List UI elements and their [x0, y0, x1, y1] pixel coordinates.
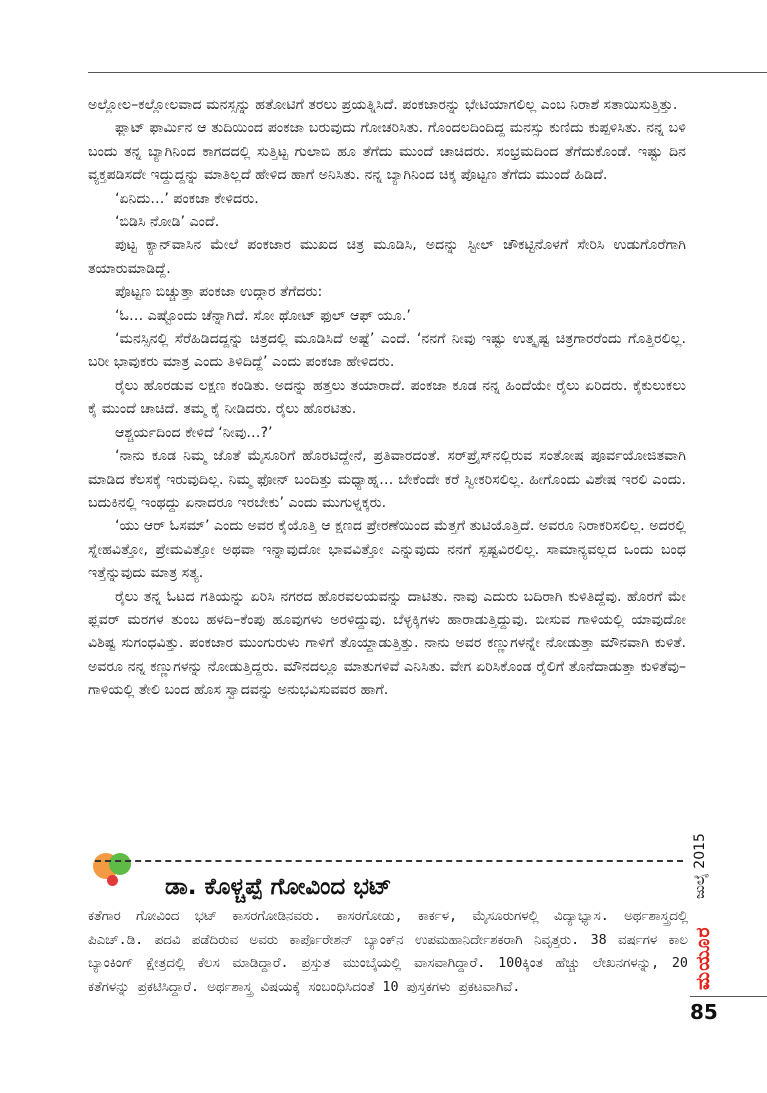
page-number-rule [690, 996, 767, 997]
paragraph: ಆಶ್ಚರ್ಯದಿಂದ ಕೇಳಿದೆ ‘ನೀವು…?’ [115, 424, 273, 441]
paragraph: ರೈಲು ಹೊರಡುವ ಲಕ್ಷಣ ಕಂಡಿತು. ಅದನ್ನು ಹತ್ತಲು ತಯಾರಾದೆ. ಪಂಕಜಾ ಕೂಡ ನನ್ನ ಹಿಂದೆಯೇ ರೈಲು ಏರಿದರು. ಕೈಕುಲುಕಲು ಕೈ ಮುಂದೆ ಚಾಚಿದೆ. ತಮ್ಮ ಕೈ ನೀಡಿದರು. ರೈಲು ಹೊರಟಿತು. [88, 377, 686, 418]
author-bio [88, 905, 688, 999]
paragraph: ಅಲ್ಲೋಲ–ಕಲ್ಲೋಲವಾದ ಮನಸ್ಸನ್ನು ಹತೋಟಿಗೆ ತರಲು ಪ್ರಯತ್ನಿಸಿದೆ. ಪಂಕಜಾರನ್ನು ಭೇಟಿಯಾಗಲಿಲ್ಲ ಎಂಬ ನಿರಾಶೆ ಸತಾಯಿಸುತ್ತಿತ್ತು. [88, 97, 678, 113]
page-number: 85 [690, 1000, 718, 1024]
top-rule [88, 72, 767, 73]
paragraph: ‘ಮನಸ್ಸಿನಲ್ಲಿ ಸೆರೆಹಿಡಿದದ್ದನ್ನು ಚಿತ್ರದಲ್ಲಿ ಮೂಡಿಸಿದೆ ಅಷ್ಟೆ’ ಎಂದೆ. ‘ನನಗೆ ನೀವು ಇಷ್ಟು ಉತ್ಕೃಷ್ಟ ಚಿತ್ರಗಾರರೆಂದು ಗೊತ್ತಿರಲಿಲ್ಲ. ಬರೀ ಭಾವುಕರು ಮಾತ್ರ ಎಂದು ತಿಳಿದಿದ್ದೆ’ ಎಂದು ಪಂಕಜಾ ಹೇಳಿದರು. [88, 331, 686, 371]
author-bio-text: ಕತೆಗಾರ ಗೋವಿಂದ ಭಟ್ ಕಾಸರಗೋಡಿನವರು. ಕಾಸರಗೋಡು, ಕಾರ್ಕಳ, ಮೈಸೂರುಗಳಲ್ಲಿ ವಿದ್ಯಾಭ್ಯಾಸ. ಅರ್ಥಶಾಸ್ತ್ರದಲ್ಲಿ ಪಿಎಚ್.ಡಿ. ಪದವಿ ಪಡೆದಿರುವ ಅವರು ಕಾರ್ಪೊರೇಶನ್ ಬ್ಯಾಂಕ್‌ನ ಉಪಮಹಾನಿರ್ದೇಶಕರಾಗಿ ನಿವೃತ್ತರು. 38 ವರ್ಷಗಳ ಕಾಲ ಬ್ಯಾಂಕಿಂಗ್ ಕ್ಷೇತ್ರದಲ್ಲಿ ಕೆಲಸ ಮಾಡಿದ್ದಾರೆ. ಪ್ರಸ್ತುತ ಮುಂಬೈಯಲ್ಲಿ ವಾಸವಾಗಿದ್ದಾರೆ. 100ಕ್ಕಿಂತ ಹೆಚ್ಚು ಲೇಖನಗಳನ್ನು, 20 ಕತೆಗಳನ್ನು ಪ್ರಕಟಿಸಿದ್ದಾರೆ. ಅರ್ಥಶಾಸ್ತ್ರ ವಿಷಯಕ್ಕೆ ಸಂಬಂಧಿಸಿದಂತೆ 10 ಪುಸ್ತಕಗಳು ಪ್ರಕಟವಾಗಿವೆ. [88, 909, 688, 995]
article-body [88, 94, 686, 703]
decorative-dots [93, 853, 138, 893]
dashed-divider [95, 860, 683, 862]
red-dot-icon [107, 875, 118, 886]
page-side-strip [692, 820, 748, 1000]
paragraph: ಪುಟ್ಟ ಕ್ಯಾನ್‌ವಾಸಿನ ಮೇಲೆ ಪಂಕಜಾರ ಮುಖದ ಚಿತ್ರ ಮೂಡಿಸಿ, ಅದನ್ನು ಸ್ಟೀಲ್ ಚೌಕಟ್ಟಿನೊಳಗೆ ಸೇರಿಸಿ ಉಡುಗೊರೆಗಾಗಿ ತಯಾರುಮಾಡಿದ್ದೆ. [88, 237, 686, 277]
green-dot-icon [109, 853, 131, 875]
paragraph: ‘ನಾನು ಕೂಡ ನಿಮ್ಮ ಜೊತೆ ಮೈಸೂರಿಗೆ ಹೊರಟಿದ್ದೇನೆ, ಪ್ರತಿವಾರದಂತೆ. ಸರ್‌ಪ್ರೈಸ್‌ನಲ್ಲಿರುವ ಸಂತೋಷ ಪೂರ್ವಯೋಜಿತವಾಗಿ ಮಾಡಿದ ಕೆಲಸಕ್ಕೆ ಇರುವುದಿಲ್ಲ. ನಿಮ್ಮ ಫೋನ್ ಬಂದಿತ್ತು ಮಧ್ಯಾಹ್ನ… ಬೇಕೆಂದೇ ಕರೆ ಸ್ವೀಕರಿಸಲಿಲ್ಲ. ಹೀಗೊಂದು ವಿಶೇಷ ಇರಲಿ ಎಂದು. ಬದುಕಿನಲ್ಲಿ ಇಂಥದ್ದು ಏನಾದರೂ ಇರಬೇಕು’ ಎಂದು ಮುಗುಳ್ನಕ್ಕರು. [88, 448, 686, 511]
paragraph: ಫ್ಲಾಟ್ ಫಾರ್ಮಿನ ಆ ತುದಿಯಿಂದ ಪಂಕಜಾ ಬರುವುದು ಗೋಚರಿಸಿತು. ಗೊಂದಲದಿಂದಿದ್ದ ಮನಸ್ಸು ಕುಣಿದು ಕುಪ್ಪಳಿಸಿತು. ನನ್ನ ಬಳಿ ಬಂದು ತನ್ನ ಬ್ಯಾಗಿನಿಂದ ಕಾಗದದಲ್ಲಿ ಸುತ್ತಿಟ್ಟ ಗುಲಾಬಿ ಹೂ ತೆಗೆದು ಮುಂದೆ ಚಾಚಿದರು. ಸಂಭ್ರಮದಿಂದ ತೆಗೆದುಕೊಂಡೆ. ಇಷ್ಟು ದಿನ ವ್ಯಕ್ತಪಡಿಸದೇ ಇದ್ದುದ್ದನ್ನು ಮಾತಿಲ್ಲದೆ ಹೇಳಿದ ಹಾಗೆ ಅನಿಸಿತು. ನನ್ನ ಬ್ಯಾಗಿನಿಂದ ಚಿಕ್ಕ ಪೊಟ್ಟಣ ತೆಗೆದು ಮುಂದೆ ಹಿಡಿದೆ. [88, 120, 686, 184]
paragraph: ‘ಯು ಆರ್ ಓಸಮ್’ ಎಂದು ಅವರ ಕೈಯೊತ್ತಿ ಆ ಕ್ಷಣದ ಪ್ರೇರಣೆಯಿಂದ ಮೆತ್ತಗೆ ತುಟಿಯೊತ್ತಿದೆ. ಅವರೂ ನಿರಾಕರಿಸಲಿಲ್ಲ. ಅದರಲ್ಲಿ ಸ್ನೇಹವಿತ್ತೋ, ಪ್ರೇಮವಿತ್ತೋ ಅಥವಾ ಇನ್ನಾವುದೋ ಭಾವವಿತ್ತೋ ಎನ್ನುವುದು ನನಗೆ ಸ್ಪಷ್ಟವಿರಲಿಲ್ಲ. ಸಾಮಾನ್ಯವಲ್ಲದ ಒಂದು ಬಂಧ ಇತ್ತೆನ್ನುವುದು ಮಾತ್ರ ಸತ್ಯ. [88, 518, 686, 582]
paragraph: ರೈಲು ತನ್ನ ಓಟದ ಗತಿಯನ್ನು ಏರಿಸಿ ನಗರದ ಹೊರವಲಯವನ್ನು ದಾಟಿತು. ನಾವು ಎದುರು ಬದಿರಾಗಿ ಕುಳಿತಿದ್ದೆವು. ಹೊರಗೆ ಮೇ ಫ್ಲವರ್ ಮರಗಳ ತುಂಬ ಹಳದಿ–ಕೆಂಪು ಹೂವುಗಳು ಅರಳಿದ್ದುವು. ಬೆಳ್ಳಕ್ಕಿಗಳು ಹಾರಾಡುತ್ತಿದ್ದುವು. ಬೀಸುವ ಗಾಳಿಯಲ್ಲಿ ಯಾವುದೋ ವಿಶಿಷ್ಟ ಸುಗಂಧವಿತ್ತು. ಪಂಕಜಾರ ಮುಂಗುರುಳು ಗಾಳಿಗೆ ತೊಯ್ದಾಡುತ್ತಿತ್ತು. ನಾನು ಅವರ ಕಣ್ಣುಗಳನ್ನೇ ನೋಡುತ್ತಾ ಮೌನವಾಗಿ ಕುಳಿತೆ. ಅವರೂ ನನ್ನ ಕಣ್ಣುಗಳನ್ನು ನೋಡುತ್ತಿದ್ದರು. ಮೌನದಲ್ಲೂ ಮಾತುಗಳಿವೆ ಎನಿಸಿತು. ವೇಗ ಏರಿಸಿಕೊಂಡ ರೈಲಿಗೆ ತೊನೆದಾಡುತ್ತಾ ಕುಳಿತೆವು– ಗಾಳಿಯಲ್ಲಿ ತೇಲಿ ಬಂದ ಹೊಸ ಸ್ವಾದವನ್ನು ಅನುಭವಿಸುವವರ ಹಾಗೆ. [88, 588, 686, 699]
magazine-logo: ಮಯೂರ [692, 926, 714, 990]
paragraph: ‘ಬಿಡಿಸಿ ನೋಡಿ’ ಎಂದೆ. [115, 214, 220, 231]
paragraph: ಪೊಟ್ಟಣ ಬಿಚ್ಚುತ್ತಾ ಪಂಕಜಾ ಉದ್ಗಾರ ತೆಗೆದರು: [115, 284, 323, 301]
paragraph: ‘ಏನಿದು…’ ಪಂಕಜಾ ಕೇಳಿದರು. [115, 190, 259, 207]
paragraph: ‘ಓ… ಎಷ್ಟೊಂದು ಚೆನ್ನಾಗಿದೆ. ಸೋ ಥೋಟ್ ಫುಲ್ ಆಫ್ ಯೂ.’ [115, 307, 411, 324]
author-name: ಡಾ. ಕೊಳ್ಚಪ್ಪೆ ಗೋವಿಂದ ಭಟ್ [165, 874, 392, 900]
issue-month: ಜುಲೈ 2015 [692, 833, 708, 899]
